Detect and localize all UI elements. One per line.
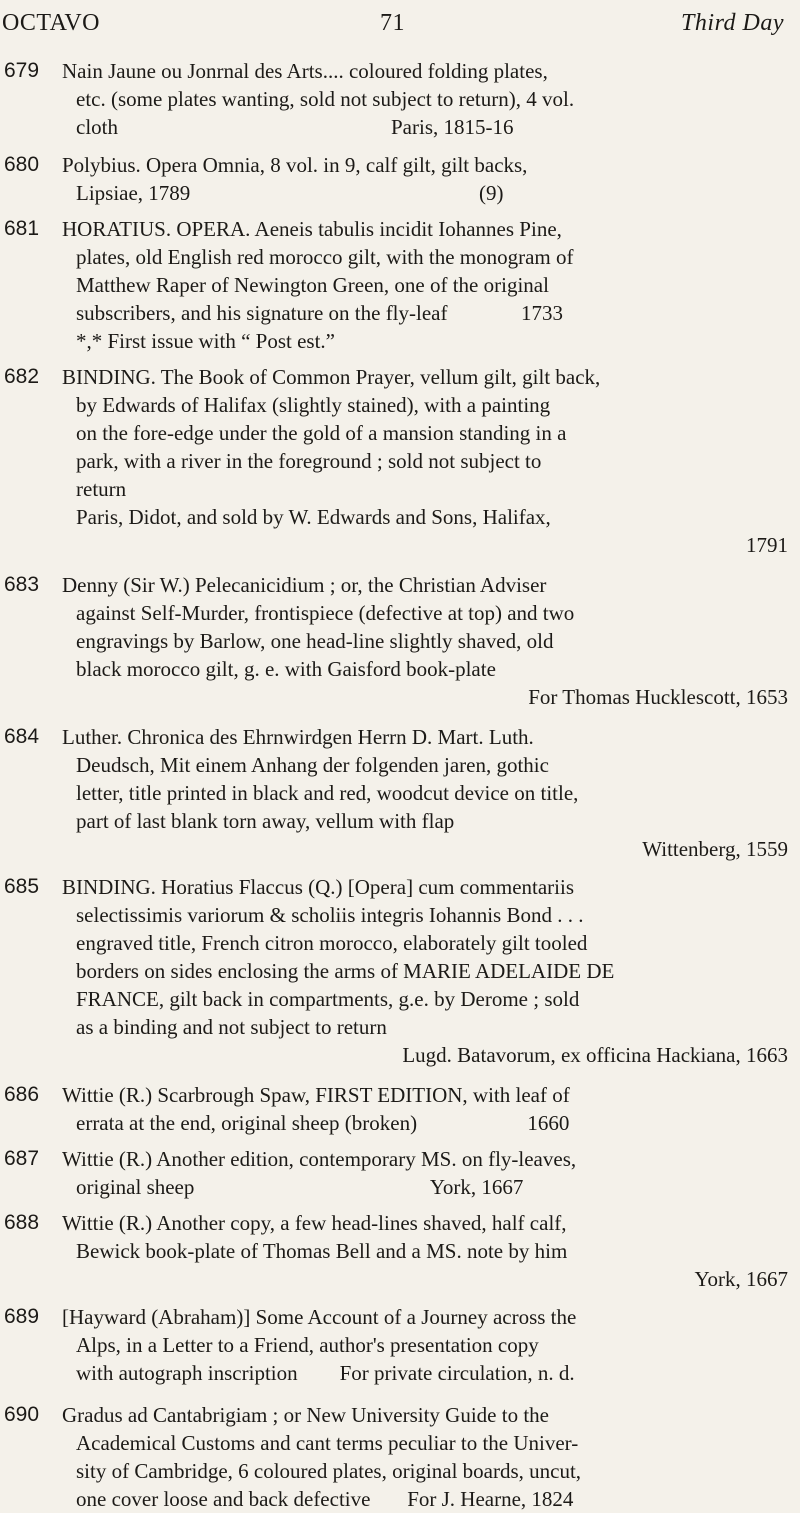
description-line: etc. (some plates wanting, sold not subject to return), 4 vol. [76,87,575,111]
description-line: on the fore-edge under the gold of a mansion standing in a [76,421,567,445]
lot-description [62,1081,788,1137]
description-line: Bewick book-plate of Thomas Bell and a MS. note by him [76,1239,568,1263]
description-line: Wittie (R.) Scarbrough Spaw, FIRST EDITION, with leaf of [62,1083,570,1107]
description-line: engraved title, French citron morocco, elaborately gilt tooled [76,931,588,955]
description-line: Denny (Sir W.) Pelecanicidium ; or, the Christian Adviser [62,573,547,597]
description-line: BINDING. Horatius Flaccus (Q.) [Opera] cum commentariis [62,875,575,899]
lot-number: 680 [4,153,40,176]
description-line: black morocco gilt, g. e. with Gaisford book-plate [76,657,496,681]
header-left: OCTAVO [2,10,100,36]
lot-description [62,1303,788,1387]
description-line: Lugd. Batavorum, ex officina Hackiana, 1663 [402,1043,788,1067]
description-line: as a binding and not subject to return [76,1015,387,1039]
lot-description [62,571,788,711]
lot-entry [0,723,800,863]
lot-entry [0,1081,800,1137]
lot-number: 682 [4,365,40,388]
description-line: letter, title printed in black and red, woodcut device on title, [76,781,579,805]
lot-number: 685 [4,875,40,898]
lot-description [62,723,788,863]
lot-entry [0,1303,800,1387]
description-line: selectissimis variorum & scholiis integris Iohannis Bond . . . [76,903,584,927]
description-line: subscribers, and his signature on the fly-leaf 1733 [76,301,563,325]
lot-description [62,1209,788,1293]
lot-entry [0,1401,800,1513]
description-line: [Hayward (Abraham)] Some Account of a Journey across the [62,1305,577,1329]
lot-description [62,1145,788,1201]
description-line: Wittenberg, 1559 [642,837,788,861]
description-line: Nain Jaune ou Jonrnal des Arts.... coloured folding plates, [62,59,548,83]
description-line: Luther. Chronica des Ehrnwirdgen Herrn D. Mart. Luth. [62,725,534,749]
header-right: Third Day [681,10,784,36]
description-line: Academical Customs and cant terms peculiar to the Univer- [76,1431,579,1455]
lot-entry [0,1145,800,1201]
description-line: Wittie (R.) Another edition, contemporary MS. on fly-leaves, [62,1147,577,1171]
lot-entry [0,571,800,711]
description-line: Paris, Didot, and sold by W. Edwards and Sons, Halifax, [76,505,551,529]
description-line: cloth Paris, 1815-16 [76,115,514,139]
description-line: Matthew Raper of Newington Green, one of the original [76,273,549,297]
description-line: Wittie (R.) Another copy, a few head-lines shaved, half calf, [62,1211,567,1235]
lot-description [62,363,788,559]
lot-description [62,873,788,1069]
description-line: one cover loose and back defective For J. Hearne, 1824 [76,1487,574,1511]
description-line: York, 1667 [694,1267,788,1291]
description-line: by Edwards of Halifax (slightly stained), with a painting [76,393,551,417]
lot-entry [0,1209,800,1293]
lot-number: 688 [4,1211,40,1234]
lot-number: 686 [4,1083,40,1106]
description-line: FRANCE, gilt back in compartments, g.e. by Derome ; sold [76,987,580,1011]
lot-entry [0,151,800,207]
description-line: Polybius. Opera Omnia, 8 vol. in 9, calf gilt, gilt backs, [62,153,528,177]
page-number: 71 [380,10,405,36]
lot-entry [0,363,800,559]
description-line: Gradus ad Cantabrigiam ; or New University Guide to the [62,1403,549,1427]
description-line: park, with a river in the foreground ; sold not subject to [76,449,542,473]
lot-entry [0,215,800,355]
lot-number: 689 [4,1305,40,1328]
lot-number: 690 [4,1403,40,1426]
lot-number: 684 [4,725,40,748]
description-line: borders on sides enclosing the arms of MARIE ADELAIDE DE [76,959,615,983]
description-line: 1791 [746,533,788,557]
description-line: Deudsch, Mit einem Anhang der folgenden jaren, gothic [76,753,549,777]
description-line: *,* First issue with “ Post est.” [76,329,336,353]
description-line: HORATIUS. OPERA. Aeneis tabulis incidit Iohannes Pine, [62,217,562,241]
lot-list [0,57,800,1513]
description-line: BINDING. The Book of Common Prayer, vellum gilt, gilt back, [62,365,601,389]
page-header [2,10,798,50]
description-line: part of last blank torn away, vellum with flap [76,809,455,833]
description-line: original sheep York, 1667 [76,1175,524,1199]
description-line: against Self-Murder, frontispiece (defective at top) and two [76,601,575,625]
lot-number: 681 [4,217,40,240]
lot-number: 683 [4,573,40,596]
lot-description [62,151,788,207]
lot-number: 687 [4,1147,40,1170]
description-line: errata at the end, original sheep (broken) 1660 [76,1111,570,1135]
description-line: engravings by Barlow, one head-line slightly shaved, old [76,629,554,653]
lot-description [62,57,788,141]
lot-entry [0,873,800,1069]
description-line: with autograph inscription For private circulation, n. d. [76,1361,575,1385]
lot-description [62,1401,788,1513]
description-line: plates, old English red morocco gilt, with the monogram of [76,245,574,269]
description-line: Lipsiae, 1789 (9) [76,181,504,205]
description-line: sity of Cambridge, 6 coloured plates, original boards, uncut, [76,1459,582,1483]
lot-number: 679 [4,59,40,82]
lot-entry [0,57,800,141]
description-line: return [76,477,127,501]
description-line: Alps, in a Letter to a Friend, author's presentation copy [76,1333,539,1357]
description-line: For Thomas Hucklescott, 1653 [528,685,788,709]
lot-description [62,215,788,355]
